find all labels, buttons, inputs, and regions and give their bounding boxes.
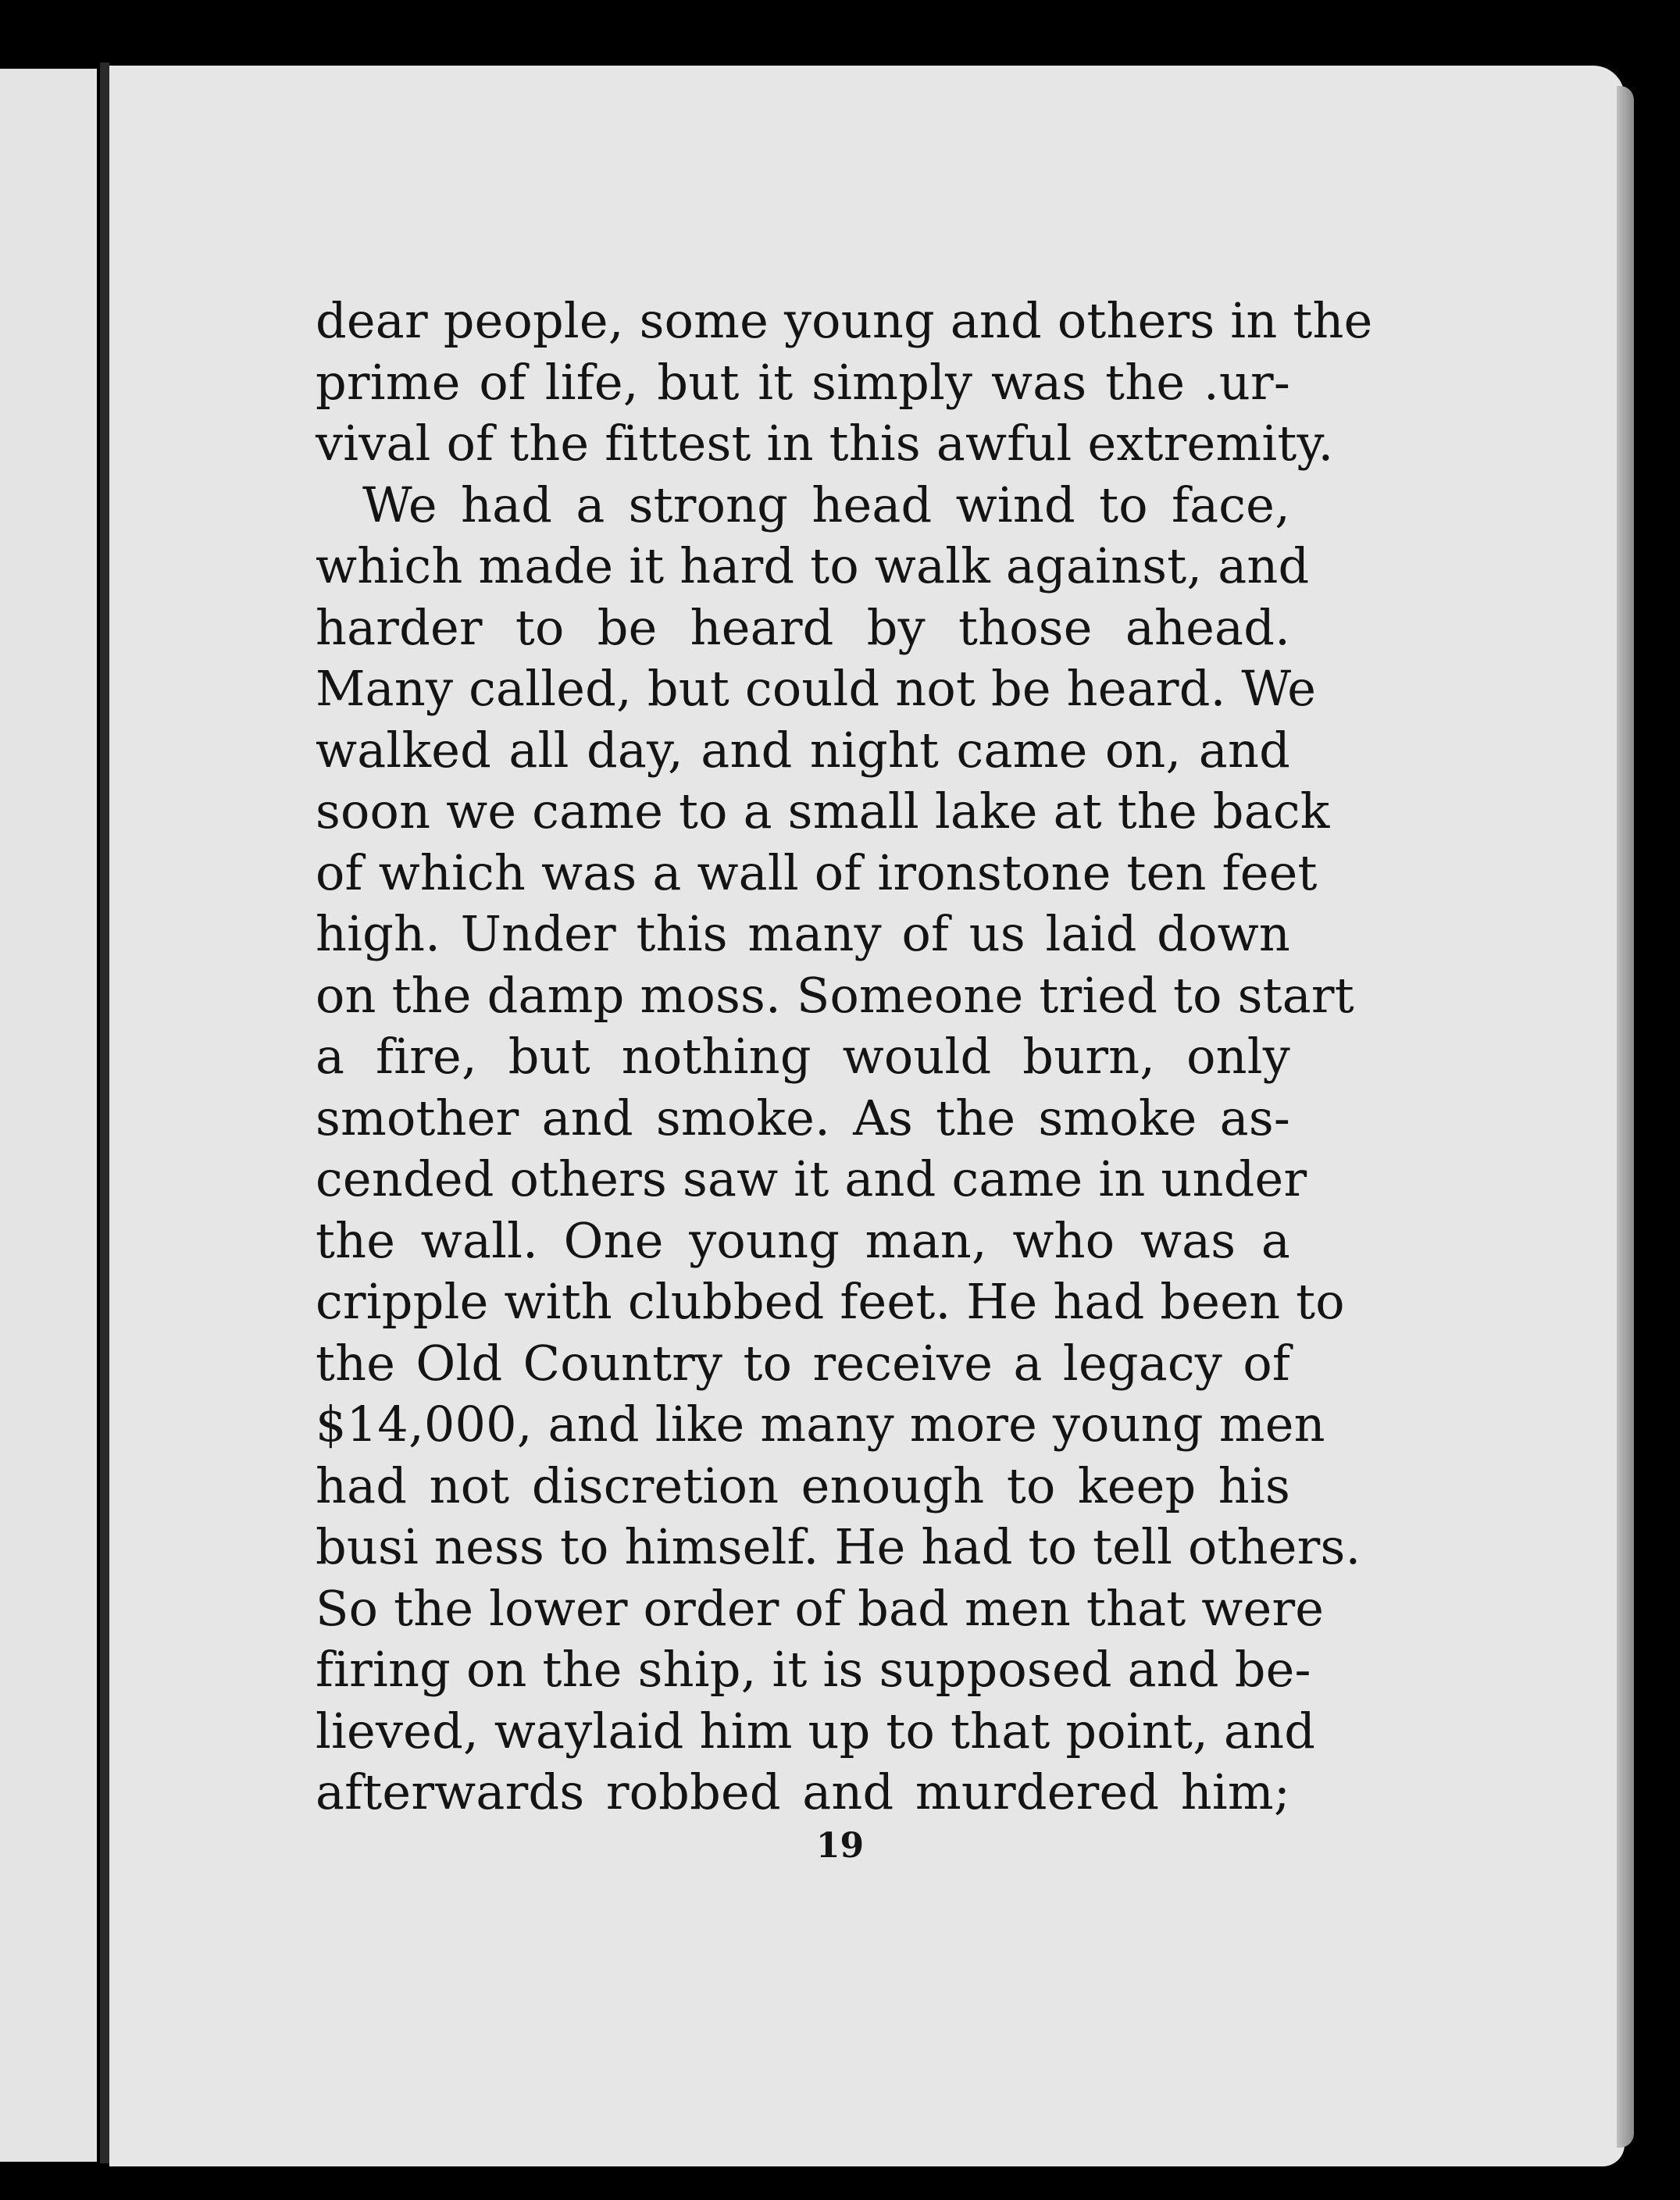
page-number: 19 — [815, 1826, 865, 1866]
text-line: busi ness to himself. He had to tell others. — [316, 1518, 1361, 1575]
text-line: the wall. One young man, who was a — [316, 1211, 1290, 1269]
text-line: lieved, waylaid him up to that point, and — [316, 1702, 1316, 1760]
text-line: cripple with clubbed feet. He had been to — [316, 1273, 1345, 1330]
text-line: soon we came to a small lake at the back — [316, 783, 1330, 840]
text-line: vival of the fittest in this awful extremity. — [316, 415, 1334, 472]
text-line: which made it hard to walk against, and — [316, 537, 1310, 594]
text-line: dear people, some young and others in the — [316, 292, 1373, 349]
text-line: firing on the ship, it is supposed and be- — [316, 1641, 1311, 1698]
text-line: So the lower order of bad men that were — [316, 1579, 1325, 1637]
body-text — [316, 291, 1373, 1824]
text-line: afterwards robbed and murdered him; — [316, 1763, 1290, 1820]
text-line: smother and smoke. As the smoke as- — [316, 1089, 1290, 1146]
text-line: high. Under this many of us laid down — [316, 905, 1290, 962]
text-line: a fire, but nothing would burn, only — [316, 1028, 1290, 1085]
text-line: on the damp moss. Someone tried to start — [316, 966, 1354, 1024]
text-line: prime of life, but it simply was the .ur- — [316, 353, 1290, 411]
text-line: the Old Country to receive a legacy of — [316, 1334, 1290, 1392]
text-line: cended others saw it and came in under — [316, 1150, 1307, 1207]
text-line: Many called, but could not be heard. We — [316, 660, 1317, 717]
text-line: walked all day, and night came on, and — [316, 721, 1290, 779]
text-line: harder to be heard by those ahead. — [316, 598, 1290, 656]
paragraph-start-line: We had a strong head wind to face, — [362, 476, 1290, 533]
text-line: of which was a wall of ironstone ten feet — [316, 843, 1318, 901]
text-line: $14,000, and like many more young men — [316, 1396, 1325, 1453]
text-line: had not discretion enough to keep his — [316, 1457, 1290, 1514]
